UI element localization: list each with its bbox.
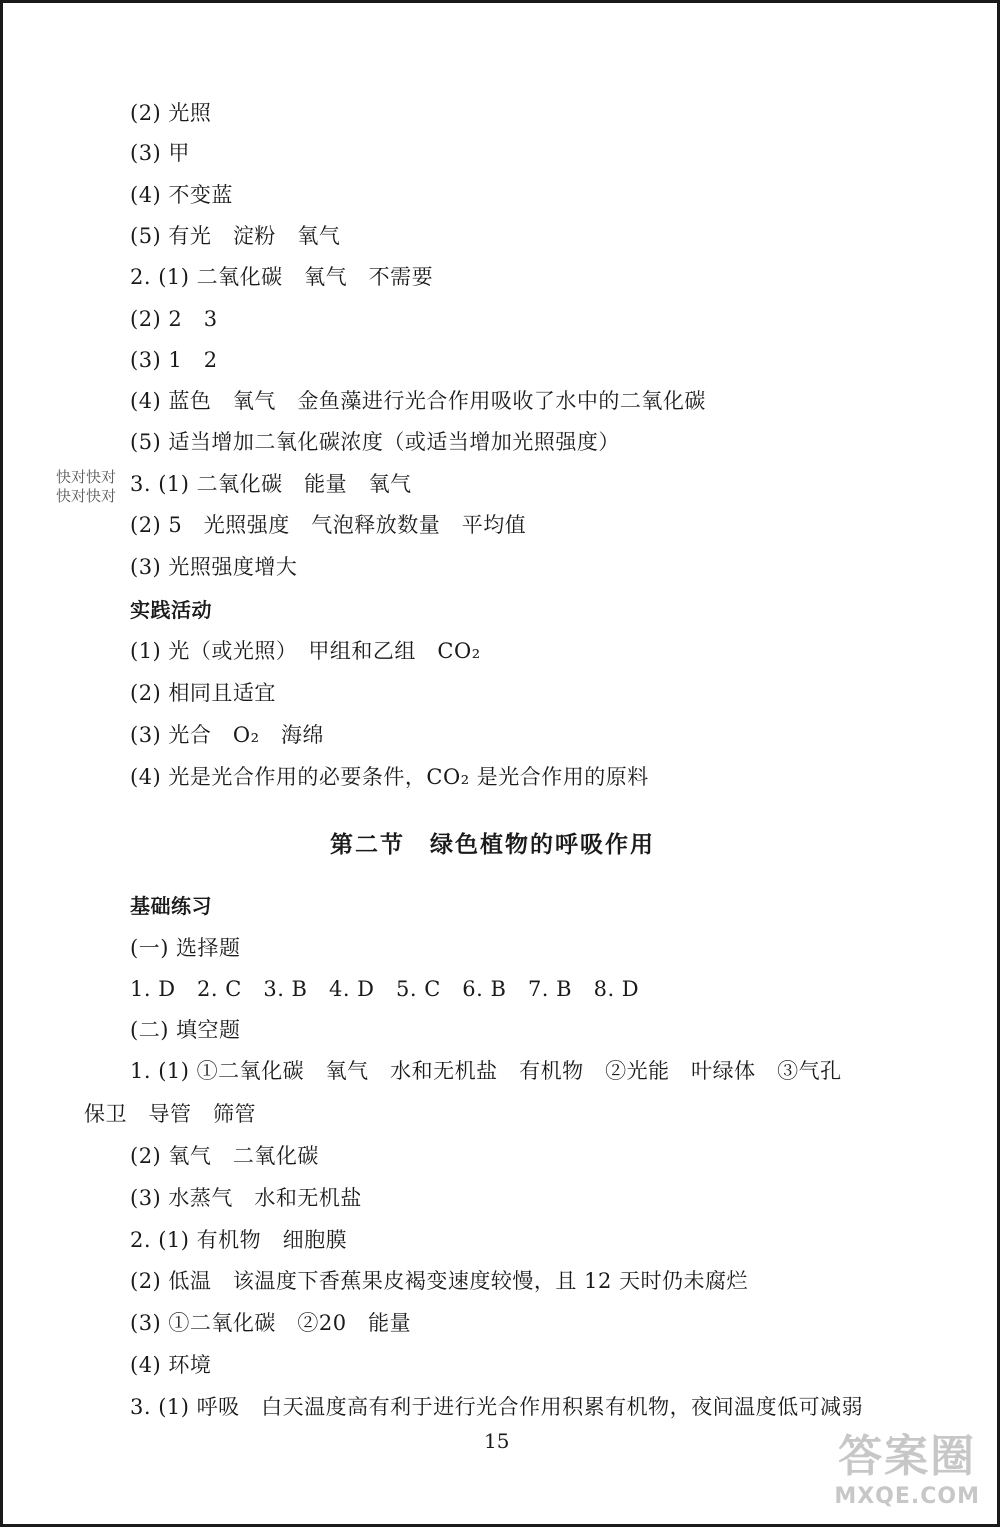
answer-line: (3) 光合 O₂ 海绵 — [130, 723, 325, 747]
answer-line: (二) 填空题 — [130, 1018, 241, 1042]
answer-line: (5) 有光 淀粉 氧气 — [130, 224, 341, 248]
answer-line: (2) 低温 该温度下香蕉果皮褐变速度较慢，且 12 天时仍未腐烂 — [130, 1269, 748, 1293]
watermark-logo — [834, 1420, 980, 1509]
answer-line: 1. D 2. C 3. B 4. D 5. C 6. B 7. B 8. D — [130, 977, 640, 1001]
answer-line: (2) 2 3 — [130, 307, 218, 331]
watermark-logo-text: 答案圈 — [838, 1431, 977, 1482]
answer-line: (3) 光照强度增大 — [130, 555, 298, 579]
subsection-heading: 基础练习 — [130, 894, 212, 918]
answer-line: (5) 适当增加二氧化碳浓度（或适当增加光照强度） — [130, 430, 620, 454]
answer-line: 2. (1) 有机物 细胞膜 — [130, 1228, 348, 1252]
stamp-mark — [56, 468, 116, 506]
subsection-heading: 实践活动 — [130, 598, 212, 622]
answer-line: 3. (1) 呼吸 白天温度高有利于进行光合作用积累有机物，夜间温度低可减弱 — [130, 1395, 864, 1419]
answer-line: 1. (1) ①二氧化碳 氧气 水和无机盐 有机物 ②光能 叶绿体 ③气孔 — [130, 1059, 842, 1083]
answer-line: (3) ①二氧化碳 ②20 能量 — [130, 1311, 412, 1335]
answer-line: (2) 光照 — [130, 101, 212, 125]
answer-line: (4) 光是光合作用的必要条件，CO₂ 是光合作用的原料 — [130, 765, 649, 789]
answer-line: 2. (1) 二氧化碳 氧气 不需要 — [130, 265, 434, 289]
stamp-line: 快对快对 — [56, 487, 117, 505]
answer-line: (3) 甲 — [130, 141, 190, 165]
answer-line: (2) 5 光照强度 气泡释放数量 平均值 — [130, 513, 527, 537]
section-title: 第二节 绿色植物的呼吸作用 — [330, 832, 655, 858]
answer-line: (4) 环境 — [130, 1353, 212, 1377]
answer-line: (2) 氧气 二氧化碳 — [130, 1144, 319, 1168]
answer-line: 3. (1) 二氧化碳 能量 氧气 — [130, 472, 412, 496]
stamp-line: 快对快对 — [56, 468, 117, 486]
answer-line: 保卫 导管 筛管 — [84, 1102, 256, 1126]
watermark-url: MXQE.COM — [834, 1484, 980, 1509]
answer-line: (3) 水蒸气 水和无机盐 — [130, 1186, 362, 1210]
answer-line: (4) 蓝色 氧气 金鱼藻进行光合作用吸收了水中的二氧化碳 — [130, 389, 706, 413]
answer-line: (2) 相同且适宜 — [130, 681, 276, 705]
answer-line: (1) 光（或光照） 甲组和乙组 CO₂ — [130, 639, 481, 663]
answer-line: (一) 选择题 — [130, 936, 241, 960]
page-number: 15 — [484, 1429, 510, 1453]
answer-line: (4) 不变蓝 — [130, 183, 233, 207]
answer-line: (3) 1 2 — [130, 348, 218, 372]
